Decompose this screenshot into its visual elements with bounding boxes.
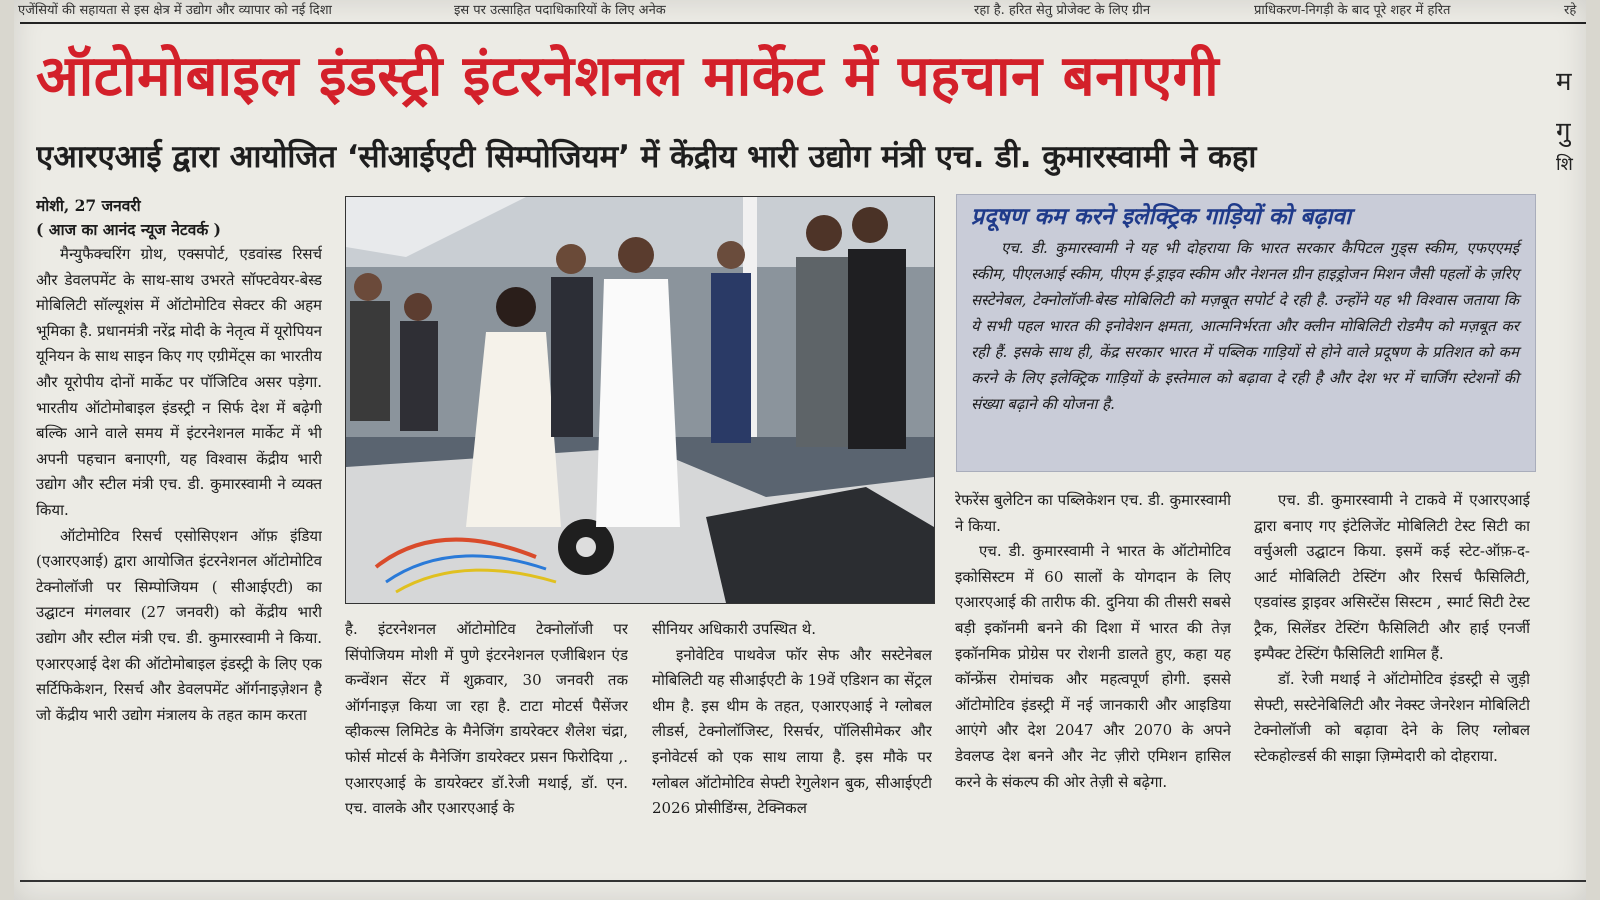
article-column-3 (652, 617, 932, 867)
boxed-story-text: एच. डी. कुमारस्वामी ने यह भी दोहराया कि भारत सरकार कैपिटल गुड्स स्कीम, एफएएमई स्कीम, पीएलआई स्कीम, पीएम ई-ड्राइव स्कीम और नेशनल ग्रीन हाइड्रोजन मिशन जैसी पहलों के ज़रिए सस्टेनेबल, टेक्नोलॉजी-बेस्ड मोबिलिटी को मज़बूत सपोर्ट दे रही है. उन्होंने यह भी विश्वास जताया कि ये सभी पहल भारत की इनोवेशन क्षमता, आत्मनिर्भरता और क्लीन मोबिलिटी रोडमैप को मज़बूत कर रही हैं. इसके साथ ही, केंद्र सरकार भारत में पब्लिक गाड़ियों से होने वाले प्रदूषण के प्रतिशत को कम करने के लिए इलेक्ट्रिक गाड़ियों के इस्तेमाल को बढ़ावा दे रही है और देश भर में चार्जिंग स्टेशनों की संख्या बढ़ाने की योजना है. (971, 239, 1519, 413)
boxed-story (956, 194, 1536, 472)
news-photo (345, 196, 935, 604)
column-3-paragraph-1: सीनियर अधिकारी उपस्थित थे. (652, 620, 817, 638)
top-strip-text-1: एजेंसियों की सहायता से इस क्षेत्र में उद्योग और व्यापार को नई दिशा (18, 3, 332, 18)
column-1-paragraph-1: मैन्युफैक्चरिंग ग्रोथ, एक्सपोर्ट, एडवांस्ड रिसर्च और डेवलपमेंट के साथ-साथ उभरते सॉफ्टवेयर-बेस्ड मोबिलिटी सॉल्यूशंस में ऑटोमोटिव सेक्टर की अहम भूमिका है. प्रधानमंत्री नरेंद्र मोदी के नेतृत्व में यूरोपियन यूनियन के साथ साइन किए गए एग्रीमेंट्स का भारतीय और यूरोपीय दोनों मार्केट पर पॉजिटिव असर पड़ेगा. भारतीय ऑटोमोबाइल इंडस्ट्री न सिर्फ देश में बढ़ेगी बल्कि आने वाले समय में इंटरनेशनल मार्केट में भी अपनी पहचान बनाएगी, यह विश्वास केंद्रीय भारी उद्योग और स्टील मंत्री एच. डी. कुमारस्वामी ने व्यक्त किया. (36, 245, 322, 519)
top-strip-text-5: रहे (1564, 3, 1577, 18)
column-5-paragraph-1: एच. डी. कुमारस्वामी ने टाकवे में एआरएआई द्वारा बनाए गए इंटेलिजेंट मोबिलिटी टेस्ट सिटी का वर्चुअली उद्घाटन किया. इसमें कई स्टेट-ऑफ़-द-आर्ट मोबिलिटी टेस्टिंग और रिसर्च फैसिलिटी, एडवांस्ड ड्राइवर असिस्टेंस सिस्टम , स्मार्ट सिटी टेस्ट ट्रैक, सिलेंडर टेस्टिंग फैसिलिटी और हाई एनर्जी इम्पैक्ट टेस्टिंग फैसिलिटी शामिल हैं. (1254, 491, 1530, 663)
article-column-2 (345, 617, 628, 867)
article-column-1 (36, 194, 322, 864)
edge-text-2: गु (1556, 117, 1571, 147)
column-2-paragraph: है. इंटरनेशनल ऑटोमोटिव टेक्नोलॉजी पर सिंपोजियम मोशी में पुणे इंटरनेशनल एजीबिशन एंड कन्वेंशन सेंटर में शुक्रवार, 30 जनवरी तक ऑर्गनाइज़ किया जा रहा है. टाटा मोटर्स पैसेंजर व्हीकल्स लिमिटेड के मैनेजिंग डायरेक्टर शैलेश चंद्रा, फोर्स मोटर्स के मैनेजिंग डायरेक्टर प्रसन फिरोदिया ,. एआरएआई के डायरेक्टर डॉ.रेजी मथाई, डॉ. एन. एच. वालके और एआरएआई के (345, 620, 628, 818)
top-strip (14, 0, 1586, 20)
headline: ऑटोमोबाइल इंडस्ट्री इंटरनेशनल मार्केट में पहचान बनाएगी (36, 44, 1220, 109)
subheadline: एआरएआई द्वारा आयोजित ‘सीआईएटी सिम्पोजियम’ में केंद्रीय भारी उद्योग मंत्री एच. डी. कुमारस्वामी ने कहा (36, 139, 1257, 175)
photo-illustration (346, 197, 934, 603)
edge-text-1: म (1556, 67, 1572, 97)
column-4-paragraph-2: एच. डी. कुमारस्वामी ने भारत के ऑटोमोटिव इकोसिस्टम में 60 सालों के योगदान के लिए एआरएआई की तारीफ की. दुनिया की तीसरी सबसे बड़ी इकॉनमी बनने की दिशा में भारत की तेज़ इकॉनमिक प्रोग्रेस पर रोशनी डालते हुए, कहा यह कॉन्फ्रेंस रोमांचक और महत्वपूर्ण होगी. इससे ऑटोमोटिव इंडस्ट्री में नई जानकारी और आइडिया आएंगे और देश 2047 और 2070 के अपने डेवलप्ड देश बनने और नेट ज़ीरो एमिशन हासिल करने के संकल्प की ओर तेज़ी से बढ़ेगा. (955, 542, 1231, 791)
article-column-5 (1254, 488, 1530, 866)
article-column-4 (955, 488, 1231, 866)
bottom-rule (20, 880, 1586, 882)
edge-text-3: शि (1556, 154, 1573, 175)
top-strip-text-3: रहा है. हरित सेतु प्रोजेक्ट के लिए ग्रीन (974, 3, 1151, 18)
column-4-paragraph-1: रेफरेंस बुलेटिन का पब्लिकेशन एच. डी. कुमारस्वामी ने किया. (955, 491, 1231, 535)
byline: ( आज का आनंद न्यूज नेटवर्क ) (36, 220, 221, 239)
column-3-paragraph-2: इनोवेटिव पाथवेज फॉर सेफ और सस्टेनेबल मोबिलिटी यह सीआईएटी के 19वें एडिशन का सेंट्रल थीम है. इस थीम के तहत, एआरएआई ने ग्लोबल लीडर्स, टेक्नोलॉजिस्ट, रिसर्चर, पॉलिसीमेकर और इनोवेटर्स को एक साथ लाया है. इस मौके पर ग्लोबल ऑटोमोटिव सेफ्टी रेगुलेशन बुक, सीआईएटी 2026 प्रोसीडिंग्स, टेक्निकल (652, 645, 932, 818)
column-5-paragraph-2: डॉ. रेजी मथाई ने ऑटोमोटिव इंडस्ट्री से जुड़ी सेफ्टी, सस्टेनेबिलिटी और नेक्स्ट जेनरेशन मोबिलिटी टेक्नोलॉजी को बढ़ावा देने के लिए ग्लोबल स्टेकहोल्डर्स की साझा ज़िम्मेदारी को दोहराया. (1254, 670, 1530, 765)
top-strip-text-4: प्राधिकरण-निगड़ी के बाद पूरे शहर में हरित (1254, 3, 1451, 18)
top-rule (20, 22, 1586, 24)
boxed-story-heading: प्रदूषण कम करने इलेक्ट्रिक गाड़ियों को बढ़ावा (971, 204, 1352, 230)
column-1-paragraph-2: ऑटोमोटिव रिसर्च एसोसिएशन ऑफ़ इंडिया (एआरएआई) द्वारा आयोजित इंटरनेशनल ऑटोमोटिव टेक्नोलॉजी पर सिम्पोजियम ( सीआईएटी) का उद्घाटन मंगलवार (27 जनवरी) को केंद्रीय भारी उद्योग और स्टील मंत्री एच. डी. कुमारस्वामी ने किया. एआरएआई देश की ऑटोमोबाइल इंडस्ट्री के लिए एक सर्टिफिकेशन, रिसर्च और डेवलपमेंट ऑर्गनाइज़ेशन है जो केंद्रीय भारी उद्योग मंत्रालय के तहत काम करता (36, 526, 322, 724)
top-strip-text-2: इस पर उत्साहित पदाधिकारियों के लिए अनेक (454, 3, 666, 18)
dateline: मोशी, 27 जनवरी (36, 196, 141, 215)
